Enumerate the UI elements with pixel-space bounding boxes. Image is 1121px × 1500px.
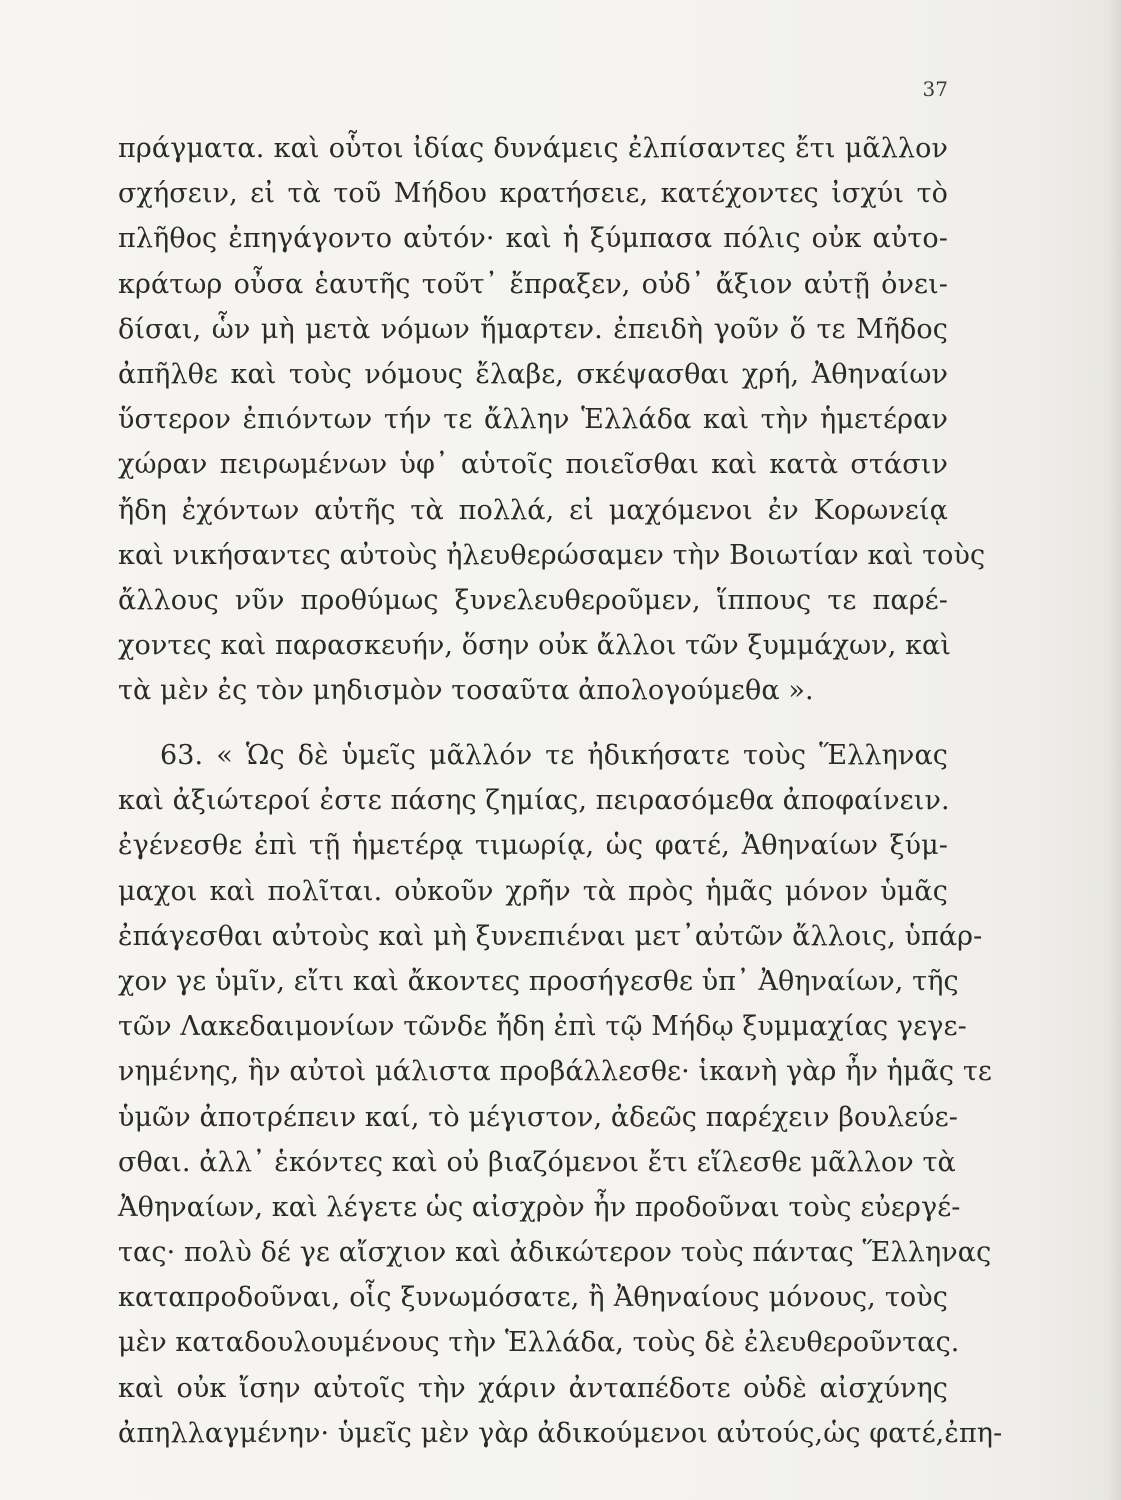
text-line: καὶ νικήσαντες αὐτοὺς ἠλευθερώσαμεν τὴν Βοιωτίαν καὶ τοὺς — [118, 539, 986, 571]
text-line: κράτωρ οὖσα ἑαυτῆς τοῦτ᾽ ἔπραξεν, οὐδ᾽ ἄξιον αὐτῇ ὀνει- — [118, 268, 948, 300]
paragraph-2 — [118, 733, 1003, 1456]
text-line: Ἀθηναίων, καὶ λέγετε ὡς αἰσχρὸν ἦν προδοῦναι τοὺς εὐεργέ- — [118, 1191, 961, 1223]
text-line: πλῆθος ἐπηγάγοντο αὐτόν· καὶ ἡ ξύμπασα πόλις οὐκ αὐτο- — [118, 223, 948, 255]
text-line: δίσαι, ὧν μὴ μετὰ νόμων ἥμαρτεν. ἐπειδὴ γοῦν ὅ τε Μῆδος — [118, 313, 948, 345]
text-line: χοντες καὶ παρασκευήν, ὅσην οὐκ ἄλλοι τῶν ξυμμάχων, καὶ — [118, 630, 952, 662]
page-edge-shadow — [1107, 0, 1121, 1500]
text-line: πράγματα. καὶ οὗτοι ἰδίας δυνάμεις ἐλπίσαντες ἔτι μᾶλλον — [118, 133, 948, 164]
text-line: ἐγένεσθε ἐπὶ τῇ ἡμετέρᾳ τιμωρίᾳ, ὡς φατέ, Ἀθηναίων ξύμ- — [118, 830, 948, 862]
text-line: ἐπάγεσθαι αὐτοὺς καὶ μὴ ξυνεπιέναι μετ᾽αὐτῶν ἄλλοις, ὑπάρ- — [118, 920, 983, 952]
text-line: ὑμῶν ἀποτρέπειν καί, τὸ μέγιστον, ἀδεῶς παρέχειν βουλεύε- — [118, 1101, 958, 1133]
text-line: καὶ οὐκ ἴσην αὐτοῖς τὴν χάριν ἀνταπέδοτε οὐδὲ αἰσχύνης — [118, 1372, 948, 1404]
text-line: τὰ μὲν ἐς τὸν μηδισμὸν τοσαῦτα ἀπολογούμεθα ». — [118, 675, 814, 707]
text-line: μαχοι καὶ πολῖται. οὐκοῦν χρῆν τὰ πρὸς ἡμᾶς μόνον ὑμᾶς — [118, 875, 948, 907]
text-line: ἀπηλλαγμένην· ὑμεῖς μὲν γὰρ ἀδικούμενοι αὐτούς,ὡς φατέ,ἐπη- — [118, 1417, 1003, 1449]
text-line: ἄλλους νῦν προθύμως ξυνελευθεροῦμεν, ἵππους τε παρέ- — [118, 584, 948, 616]
text-line: χον γε ὑμῖν, εἴτι καὶ ἄκοντες προσήγεσθε ὑπ᾽ Ἀθηναίων, τῆς — [118, 965, 959, 997]
text-line: τας· πολὺ δέ γε αἴσχιον καὶ ἀδικώτερον τοὺς πάντας Ἕλληνας — [118, 1237, 992, 1269]
page-number: 37 — [922, 77, 948, 101]
text-line: νημένης, ἣν αὐτοὶ μάλιστα προβάλλεσθε· ἱκανὴ γὰρ ἦν ἡμᾶς τε — [118, 1056, 992, 1088]
chapter-63-heading-line: 63. « Ὡς δὲ ὑμεῖς μᾶλλόν τε ἠδικήσατε τοὺς Ἕλληνας — [160, 740, 948, 771]
text-line: χώραν πειρωμένων ὑφ᾽ αὑτοῖς ποιεῖσθαι καὶ κατὰ στάσιν — [118, 449, 948, 481]
text-line: σχήσειν, εἰ τὰ τοῦ Μήδου κρατήσειε, κατέχοντες ἰσχύι τὸ — [118, 178, 948, 210]
text-line: μὲν καταδουλουμένους τὴν Ἑλλάδα, τοὺς δὲ ἐλευθεροῦντας. — [118, 1327, 960, 1359]
text-line: σθαι. ἀλλ᾽ ἑκόντες καὶ οὐ βιαζόμενοι ἔτι εἵλεσθε μᾶλλον τὰ — [118, 1146, 956, 1178]
text-line: ὕστερον ἐπιόντων τήν τε ἄλλην Ἑλλάδα καὶ τὴν ἡμετέραν — [118, 404, 948, 436]
text-line: καὶ ἀξιώτεροί ἐστε πάσης ζημίας, πειρασόμεθα ἀποφαίνειν. — [118, 785, 950, 817]
text-line: τῶν Λακεδαιμονίων τῶνδε ἤδη ἐπὶ τῷ Μήδῳ ξυμμαχίας γεγε- — [118, 1011, 967, 1043]
text-line: καταπροδοῦναι, οἷς ξυνωμόσατε, ἢ Ἀθηναίους μόνους, τοὺς — [118, 1282, 948, 1314]
paragraph-1 — [118, 126, 986, 713]
text-line: ἀπῆλθε καὶ τοὺς νόμους ἔλαβε, σκέψασθαι χρή, Ἀθηναίων — [118, 358, 948, 390]
text-line: ἤδη ἐχόντων αὐτῆς τὰ πολλά, εἰ μαχόμενοι ἐν Κορωνείᾳ — [118, 494, 948, 526]
